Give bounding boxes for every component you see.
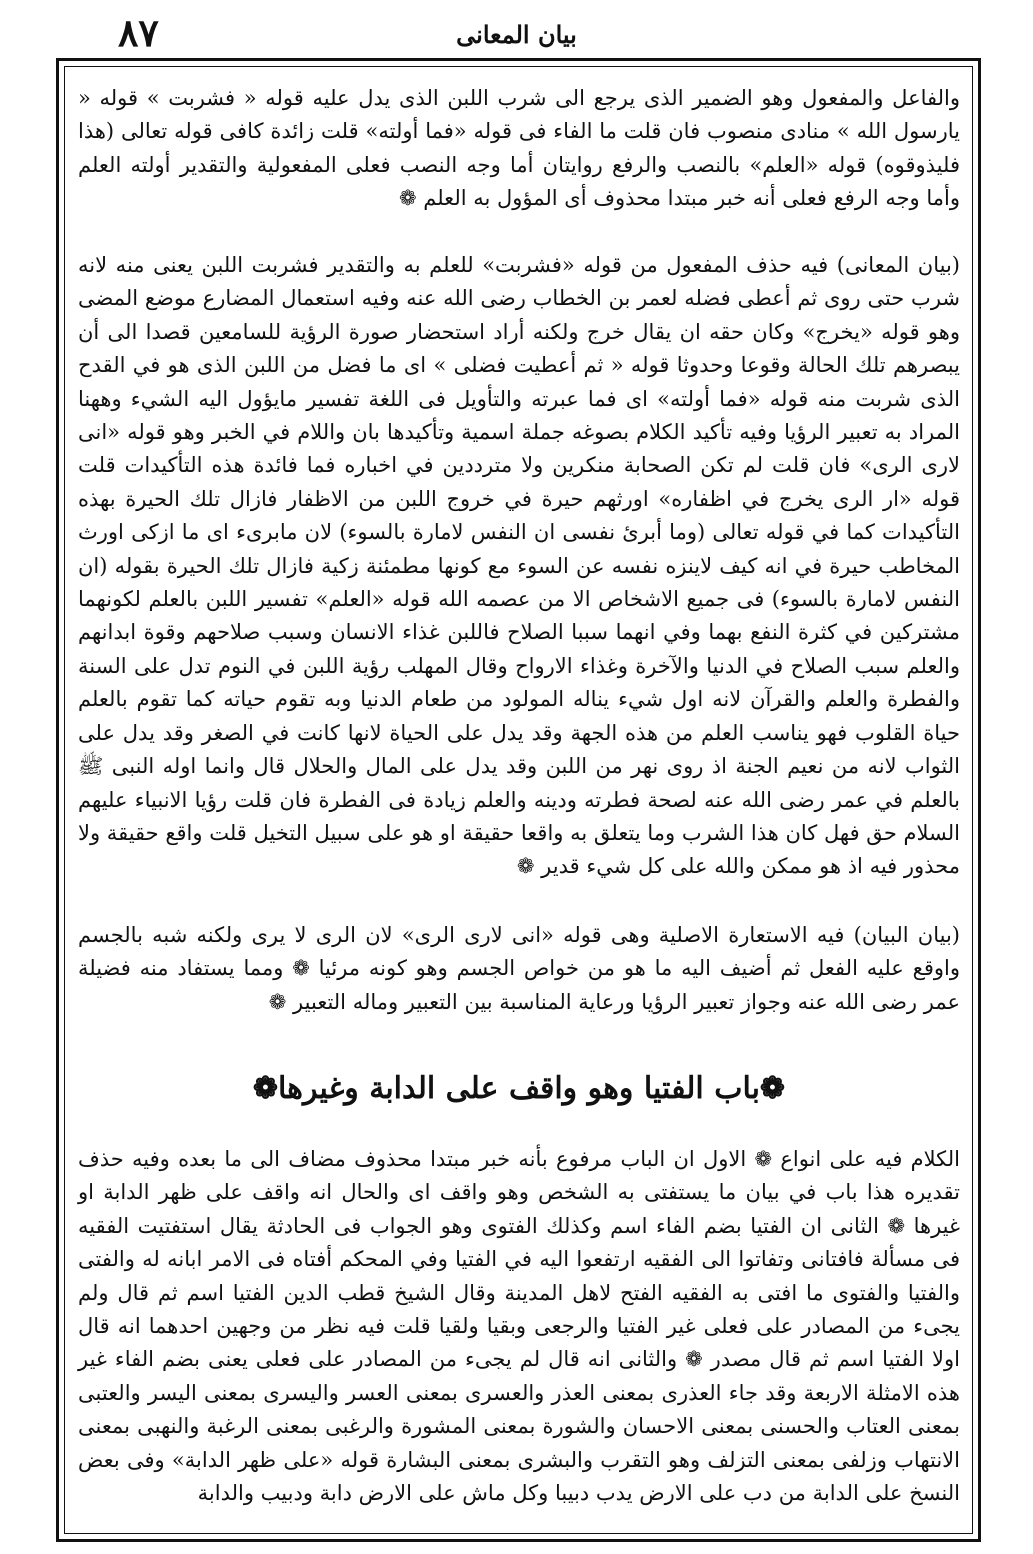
body-paragraph: (بيان المعانى) فيه حذف المفعول من قوله «فشربت» للعلم به والتقدير فشربت اللبن يعنى منه لانه شرب حتى روى ثم أعطى فضله لعمر بن الخطاب رضى الله عنه وفيه استعمال المضارع موضع المضى وهو قوله «يخرج» وكان حقه ان يقال خرج ولكنه أراد استحضار صورة الرؤية للسامعين قصدا الى أن يبصرهم تلك الحالة وقوعا وحدوثا قوله « ثم أعطيت فضلى » اى ما فضل من اللبن الذى هو في القدح الذى شربت منه قوله «فما أولته» اى فما عبرته والتأويل فى اللغة تفسير مايؤول اليه الشيء وههنا المراد به تعبير الرؤيا وفيه تأكيد الكلام بصوغه جملة اسمية وتأكيدها بان واللام في الخبر وهو قوله «انى لارى الرى» فان قلت لم تكن الصحابة منكرين ولا مترددين في اخباره فما فائدة هذه التأكيدات قلت قوله «ار الرى يخرج في اظفاره» اورثهم حيرة في خروج اللبن من الاظفار فازال تلك الحيرة بهذه التأكيدات كما في قوله تعالى (وما أبرئ نفسى ان النفس لامارة بالسوء) لان مابرىء اى ما ازكى اورث المخاطب حيرة في انه كيف لاينزه نفسه عن السوء مع كونها مطمئنة زكية فازال تلك الحيرة بقوله (ان النفس لامارة بالسوء) فى جميع الاشخاص الا من عصمه الله قوله «العلم» تفسير اللبن بالعلم لكونهما مشتركين في كثرة النفع بهما وفي انهما سببا الصلاح فاللبن غذاء الانسان وسبب صلاحهم وقوة ابدانهم والعلم سبب الصلاح في الدنيا والآخرة وغذاء الارواح وقال المهلب رؤية اللبن في النوم تدل على السنة والفطرة والعلم والقرآن لانه اول شيء يناله المولود من طعام الدنيا وبه تقوم حياته كما تقوم بالعلم حياة القلوب فهو يناسب العلم من هذه الجهة وقد يدل على الحياة لانها كانت في الصغر وقد يدل على الثواب لانه من نعيم الجنة اذ روى نهر من اللبن وقد يدل على المال والحلال قال وانما اوله النبى ﷺ بالعلم في عمر رضى الله عنه لصحة فطرته ودينه والعلم زيادة فى الفطرة فان قلت رؤيا الانبياء عليهم السلام حق فهل كان هذا الشرب وما يتعلق به واقعا حقيقة او هو على سبيل التخيل قلت واقع حقيقة ولا محذور فيه اذ هو ممكن والله على كل شيء قدير ❁	[78, 253, 961, 879]
page-number: ٨٧	[118, 10, 159, 55]
running-title: بيان المعانى	[456, 20, 577, 49]
body-paragraph: والفاعل والمفعول وهو الضمير الذى يرجع الى شرب اللبن الذى يدل عليه قوله « فشربت » قوله « يارسول الله » منادى منصوب فان قلت ما الفاء فى قوله «فما أولته» قلت زائدة كافى قوله تعالى (هذا فليذوقوه) قوله «العلم» بالنصب والرفع روايتان أما وجه النصب فعلى المفعولية والتقدير أولته العلم وأما وجه الرفع فعلى أنه خبر مبتدا محذوف أى المؤول به العلم ❁	[78, 86, 960, 211]
chapter-body-paragraph: الكلام فيه على انواع ❁ الاول ان الباب مرفوع بأنه خبر مبتدا محذوف مضاف الى ما بعده وفيه حذف تقديره هذا باب في بيان ما يستفتى به الشخص وهو واقف اى والحال انه واقف على ظهر الدابة او غيرها ❁ الثانى ان الفتيا بضم الفاء اسم وكذلك الفتوى وهو الجواب فى الحادثة يقال استفتيت الفقيه فى مسألة فافتانى وتفاتوا الى الفقيه ارتفعوا اليه في الفتيا وفي المحكم أفتاه فى الامر ابانه له والفتى والفتيا والفتوى ما افتى به الفقيه الفتح لاهل المدينة وقال الشيخ قطب الدين الفتيا اسم ثم قال ولم يجىء من المصادر على فعلى غير الفتيا والرجعى وبقيا ولقيا قلت فيه نظر من وجهين احدهما انه قال اولا الفتيا اسم ثم قال مصدر ❁ والثانى انه قال لم يجىء من المصادر على فعلى يعنى بضم الفاء غير هذه الامثلة الاربعة وقد جاء العذرى بمعنى العذر والعسرى بمعنى العسر واليسرى بمعنى اليسر والعتبى بمعنى العتاب والحسنى بمعنى الاحسان والشورة بمعنى المشورة والرغبى بمعنى الرغبة والنهبى بمعنى الانتهاب وزلفى بمعنى التزلف وهو التقرب والبشرى بمعنى البشارة قوله «على ظهر الدابة» وفى بعض النسخ على الدابة من دب على الارض يدب دبيبا وكل ماش على الارض دابة ودبيب والدابة	[78, 1147, 960, 1506]
page-body	[78, 82, 960, 1510]
body-paragraph: (بيان البيان) فيه الاستعارة الاصلية وهى قوله «انى لارى الرى» لان الرى لا يرى ولكنه شبه بالجسم واوقع عليه الفعل ثم أضيف اليه ما هو من خواص الجسم وهو كونه مرئيا ❁ ومما يستفاد منه فضيلة عمر رضى الله عنه وجواز تعبير الرؤيا ورعاية المناسبة بين التعبير وماله التعبير ❁	[78, 923, 960, 1014]
chapter-heading: ❁باب الفتيا وهو واقف على الدابة وغيرها❁	[252, 1071, 786, 1106]
